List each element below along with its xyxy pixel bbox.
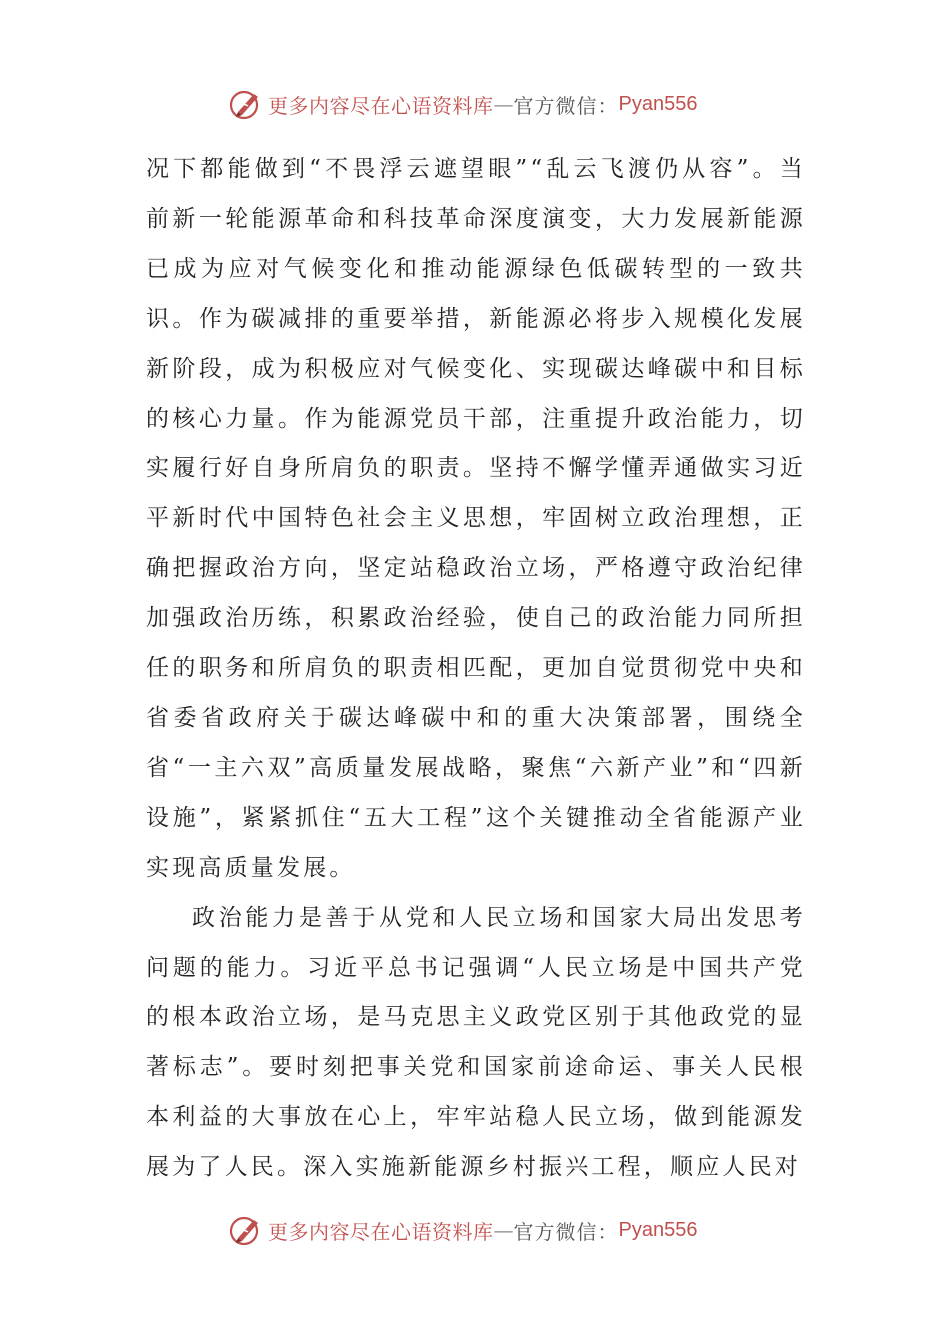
watermark-banner-bottom [228, 1212, 697, 1248]
watermark-wechat-id: Pyan556 [618, 1218, 698, 1241]
watermark-wechat-id: Pyan556 [618, 92, 698, 115]
paragraph-continuation: 况下都能做到“不畏浮云遮望眼”“乱云飞渡仍从容”。当前新一轮能源革命和科技革命深度演变，大力发展新能源已成为应对气候变化和推动能源绿色低碳转型的一致共识。作为碳减排的重要举措，新能源必将步入规模化发展新阶段，成为积极应对气候变化、实现碳达峰碳中和目标的核心力量。作为能源党员干部，注重提升政治能力，切实履行好自身所肩负的职责。坚持不懈学懂弄通做实习近平新时代中国特色社会主义思想，牢固树立政治理想，正确把握政治方向，坚定站稳政治立场，严格遵守政治纪律加强政治历练，积累政治经验，使自己的政治能力同所担任的职务和所肩负的职责相匹配，更加自觉贯彻党中央和省委省政府关于碳达峰碳中和的重大决策部署，围绕全省“一主六双”高质量发展战略，聚焦“六新产业”和“四新设施”，紧紧抓住“五大工程”这个关键推动全省能源产业实现高质量发展。 [146, 156, 806, 881]
paragraph: 政治能力是善于从党和人民立场和国家大局出发思考问题的能力。习近平总书记强调“人民立场是中国共产党的根本政治立场，是马克思主义政党区别于其他政党的显著标志”。要时刻把事关党和国家前途命运、事关人民根本利益的大事放在心上，牢牢站稳人民立场，做到能源发展为了人民。深入实施新能源乡村振兴工程，顺应人民对 [146, 904, 806, 1181]
pen-circle-logo-icon [228, 1212, 264, 1248]
watermark-brand-text: 更多内容尽在心语资料库 [268, 1219, 494, 1244]
watermark-official-label: 官方微信： [513, 93, 619, 118]
watermark-separator: — [493, 1218, 514, 1242]
pen-circle-logo-icon [228, 86, 264, 122]
watermark-brand-text: 更多内容尽在心语资料库 [268, 93, 494, 118]
watermark-official-label: 官方微信： [513, 1219, 619, 1244]
watermark-banner-top [228, 86, 697, 122]
document-body [146, 145, 806, 1193]
watermark-separator: — [493, 92, 514, 116]
